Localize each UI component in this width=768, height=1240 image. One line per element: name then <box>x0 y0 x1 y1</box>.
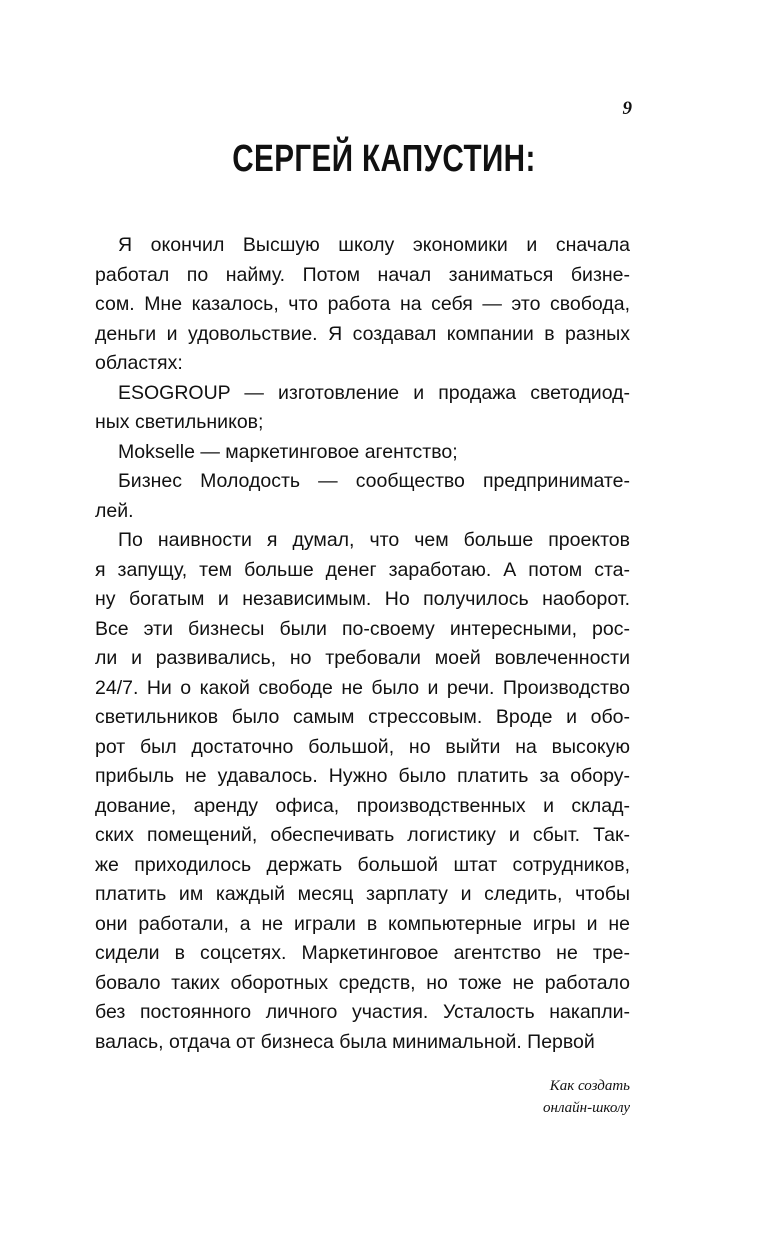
text-line: областях: <box>95 352 183 374</box>
text-line: дование, аренду офиса, производственных и склад- <box>95 794 630 817</box>
text-line: деньги и удовольствие. Я создавал компании в разных <box>95 322 630 345</box>
body-text <box>95 231 630 1057</box>
text-line: платить им каждый месяц зарплату и следить, чтобы <box>95 883 630 905</box>
text-line: сидели в соцсетях. Маркетинговое агентство не тре- <box>95 942 630 964</box>
text-line: Бизнес Молодость — сообщество предпринимате- <box>118 470 630 492</box>
text-line: рот был достаточно большой, но выйти на высокую <box>95 735 630 758</box>
paragraph <box>95 526 630 1057</box>
text-line: ESOGROUP — изготовление и продажа светодиод- <box>118 381 630 404</box>
text-line: без постоянного личного участия. Усталость накапли- <box>95 1001 630 1023</box>
text-line: сом. Мне казалось, что работа на себя — это свобода, <box>95 293 630 315</box>
text-line: прибыль не удавалось. Нужно было платить за обору- <box>95 765 630 787</box>
text-line: лей. <box>95 499 134 522</box>
text-line: светильников было самым стрессовым. Вроде и обо- <box>95 706 630 728</box>
page-number: 9 <box>622 98 632 119</box>
text-line: Mokselle — маркетинговое агентство; <box>118 440 458 463</box>
text-line: они работали, а не играли в компьютерные игры и не <box>95 912 630 935</box>
chapter-title: СЕРГЕЙ КАПУСТИН: <box>232 138 536 180</box>
footer-line-2: онлайн-школу <box>543 1100 630 1116</box>
paragraph <box>95 231 630 379</box>
paragraph <box>118 438 630 468</box>
text-line: я запущу, тем больше денег заработаю. А потом ста- <box>95 558 630 581</box>
text-line: валась, отдача от бизнеса была минимальной. Первой <box>95 1030 595 1053</box>
paragraph <box>95 467 630 526</box>
text-line: бовало таких оборотных средств, но тоже не работало <box>95 971 630 994</box>
text-line: работал по найму. Потом начал заниматься бизне- <box>95 263 630 286</box>
text-line: ных светильников; <box>95 411 264 433</box>
paragraph <box>95 379 630 438</box>
text-line: ских помещений, обеспечивать логистику и сбыт. Так- <box>95 824 630 846</box>
text-line: же приходилось держать большой штат сотрудников, <box>95 853 630 876</box>
text-line: ну богатым и независимым. Но получилось наоборот. <box>95 588 630 610</box>
text-line: ли и развивались, но требовали моей вовлеченности <box>95 647 630 669</box>
text-line: Все эти бизнесы были по-своему интересными, рос- <box>95 617 630 640</box>
text-line: По наивности я думал, что чем больше проектов <box>118 529 630 551</box>
running-footer <box>430 1075 630 1119</box>
footer-line-1: Как создать <box>549 1078 630 1094</box>
text-line: Я окончил Высшую школу экономики и сначала <box>118 234 630 256</box>
text-line: 24/7. Ни о какой свободе не было и речи. Производство <box>95 676 630 699</box>
